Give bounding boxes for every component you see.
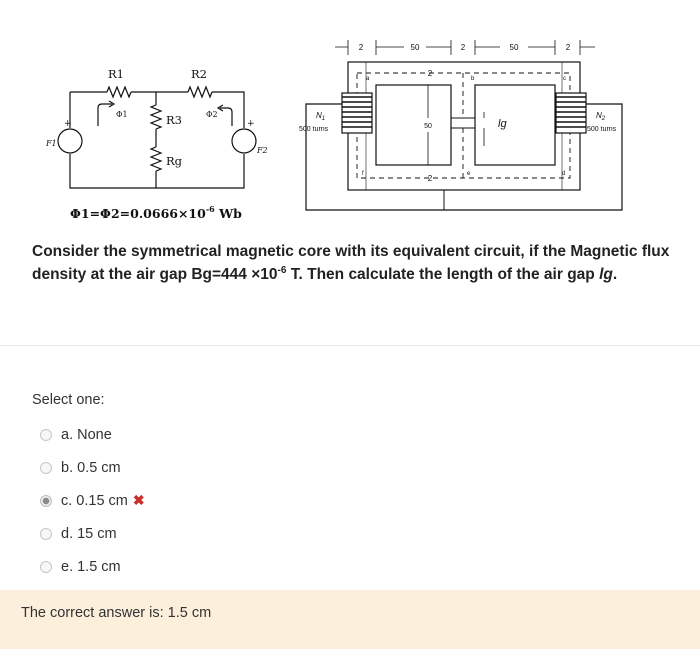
phi2-label: Φ2	[206, 110, 218, 119]
option-d-label[interactable]: d. 15 cm	[61, 525, 117, 542]
radio-a[interactable]	[40, 429, 52, 441]
option-c-label[interactable]: c. 0.15 cm	[61, 492, 128, 509]
feedback-panel	[0, 590, 700, 649]
question-figure	[0, 0, 700, 230]
coil-n2	[556, 93, 586, 133]
f1-plus: +	[64, 119, 72, 129]
option-b-label[interactable]: b. 0.5 cm	[61, 459, 121, 476]
coil-n1	[342, 93, 372, 133]
radio-b[interactable]	[40, 462, 52, 474]
radio-c[interactable]	[40, 495, 52, 507]
point-b: b	[471, 76, 475, 82]
answer-options	[40, 418, 145, 583]
dim-inner-top: 2	[427, 69, 433, 78]
option-a[interactable]	[40, 418, 145, 451]
dim-inner-bottom: 2	[427, 174, 433, 183]
divider	[0, 345, 700, 346]
rg-resistor	[151, 147, 161, 171]
n1-label: $N_1$	[316, 111, 326, 122]
lg-label: lg	[498, 118, 507, 130]
r3-label: R3	[166, 113, 182, 127]
radio-e[interactable]	[40, 561, 52, 573]
question-text: Consider the symmetrical magnetic core with its equivalent circuit, if the Magnetic flux density at the air gap $Bg=444 \times 10^{-6}$ T. Then calculate the length of the air gap lg.	[32, 243, 670, 283]
point-e: e	[467, 171, 471, 177]
correct-answer-text: The correct answer is: 1.5 cm	[21, 605, 212, 621]
rg-label: Rg	[166, 154, 183, 168]
incorrect-icon: ✖	[132, 492, 145, 508]
r2-resistor	[188, 87, 212, 97]
r1-resistor	[107, 87, 131, 97]
r2-label: R2	[191, 67, 207, 81]
select-one-label: Select one:	[32, 392, 105, 408]
n2-label: $N_2$	[596, 111, 606, 122]
point-d: d	[562, 171, 566, 177]
dim-top-right: 2	[565, 43, 571, 52]
option-c[interactable]	[40, 484, 145, 517]
f2-label: F2	[257, 146, 268, 155]
option-e-label[interactable]: e. 1.5 cm	[61, 558, 121, 575]
magnetic-core	[306, 40, 622, 210]
f1-source	[58, 129, 82, 153]
option-b[interactable]	[40, 451, 145, 484]
f2-plus: +	[247, 119, 255, 129]
point-a: a	[366, 76, 370, 82]
f2-source	[232, 129, 256, 153]
equivalent-circuit	[58, 87, 256, 188]
dim-window: 50	[424, 123, 432, 130]
option-d[interactable]	[40, 517, 145, 550]
dim-top-center: 2	[460, 43, 466, 52]
dim-top-mid1: 50	[410, 43, 420, 52]
phi1-label: Φ1	[116, 110, 128, 119]
phi1-arrow	[98, 104, 112, 126]
point-c: c	[563, 76, 566, 82]
n1-turns: 500 turns	[299, 126, 329, 133]
n2-turns: 500 turns	[587, 126, 617, 133]
dim-top-left: 2	[358, 43, 364, 52]
r1-label: R1	[108, 67, 124, 81]
r3-resistor	[151, 105, 161, 129]
option-a-label[interactable]: a. None	[61, 426, 112, 443]
dim-top-mid2: 50	[509, 43, 519, 52]
point-f: f	[362, 171, 364, 177]
flux-equation: $\Phi 1=\Phi 2=0.0666\times 10^{-6}$ Wb	[70, 204, 242, 221]
radio-d[interactable]	[40, 528, 52, 540]
f1-label: F1	[46, 139, 57, 148]
option-e[interactable]	[40, 550, 145, 583]
